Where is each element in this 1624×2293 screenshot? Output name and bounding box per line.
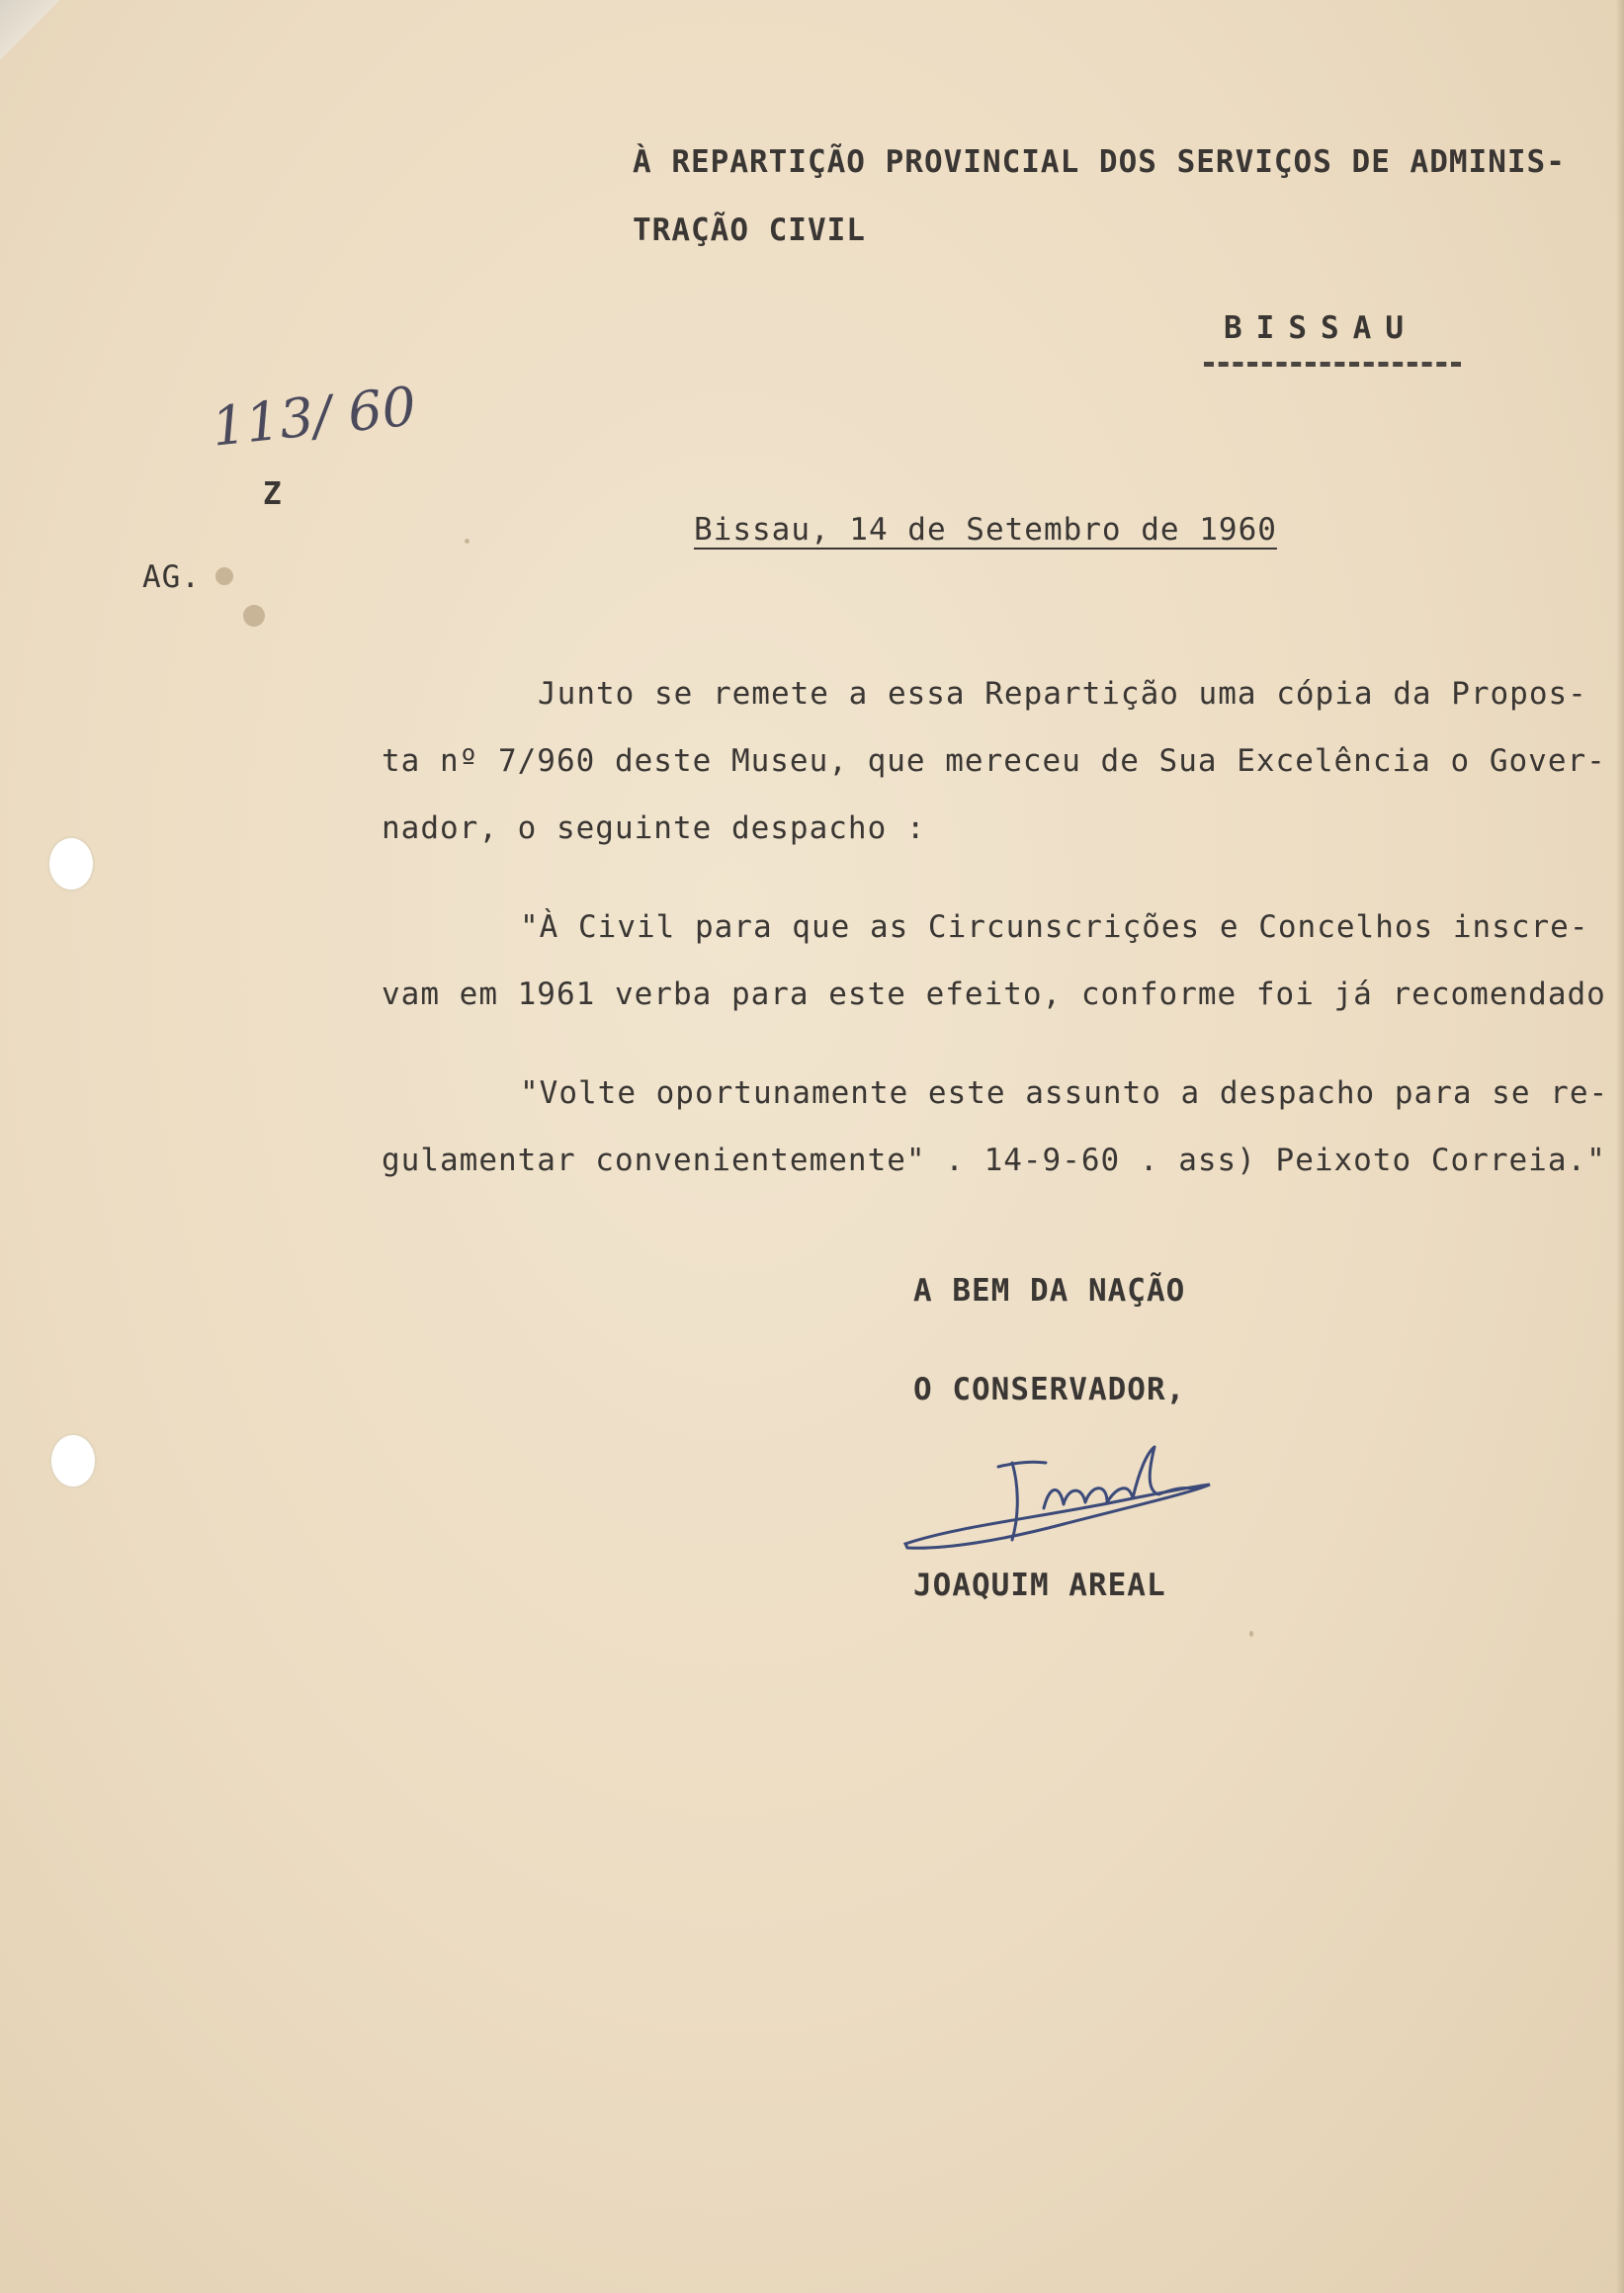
- folded-corner: [0, 0, 59, 89]
- margin-code-ag: AG.: [142, 559, 201, 595]
- addressee-city: BISSAU: [1224, 310, 1417, 346]
- body-paragraph-2-line-2: vam em 1961 verba para este efeito, conforme foi já recomendado: [382, 977, 1606, 1012]
- body-paragraph-2-line-1: "À Civil para que as Circunscrições e Concelhos inscre-: [520, 909, 1589, 945]
- stain-spot: [243, 605, 265, 627]
- handwritten-reference-number: 113/ 60: [209, 375, 419, 459]
- body-paragraph-3-line-2: gulamentar convenientemente" . 14-9-60 . ass) Peixoto Correia.": [382, 1143, 1606, 1178]
- document-date: Bissau, 14 de Setembro de 1960: [694, 512, 1277, 548]
- punch-hole-upper: [49, 838, 93, 890]
- page-edge-shadow: [1616, 0, 1624, 2293]
- punch-hole-lower: [51, 1435, 95, 1486]
- handwritten-signature: [896, 1433, 1222, 1571]
- signatory-title: O CONSERVADOR,: [913, 1372, 1186, 1407]
- closing-salutation: A BEM DA NAÇÃO: [913, 1273, 1186, 1309]
- city-underline-rule: [1204, 362, 1461, 367]
- body-paragraph-1-line-1: Junto se remete a essa Repartição uma cópia da Propos-: [538, 676, 1587, 712]
- body-paragraph-1-line-3: nador, o seguinte despacho :: [382, 810, 926, 846]
- signatory-name: JOAQUIM AREAL: [913, 1568, 1166, 1603]
- margin-code-z: Z: [263, 476, 283, 512]
- stain-spot: [215, 567, 233, 585]
- stain-spot: [465, 539, 470, 544]
- addressee-line-2: TRAÇÃO CIVIL: [633, 212, 866, 248]
- addressee-line-1: À REPARTIÇÃO PROVINCIAL DOS SERVIÇOS DE ADMINIS-: [633, 144, 1566, 180]
- body-paragraph-3-line-1: "Volte oportunamente este assunto a despacho para se re-: [520, 1075, 1609, 1111]
- body-paragraph-1-line-2: ta nº 7/960 deste Museu, que mereceu de Sua Excelência o Gover-: [382, 743, 1606, 779]
- stain-spot: [1249, 1631, 1253, 1637]
